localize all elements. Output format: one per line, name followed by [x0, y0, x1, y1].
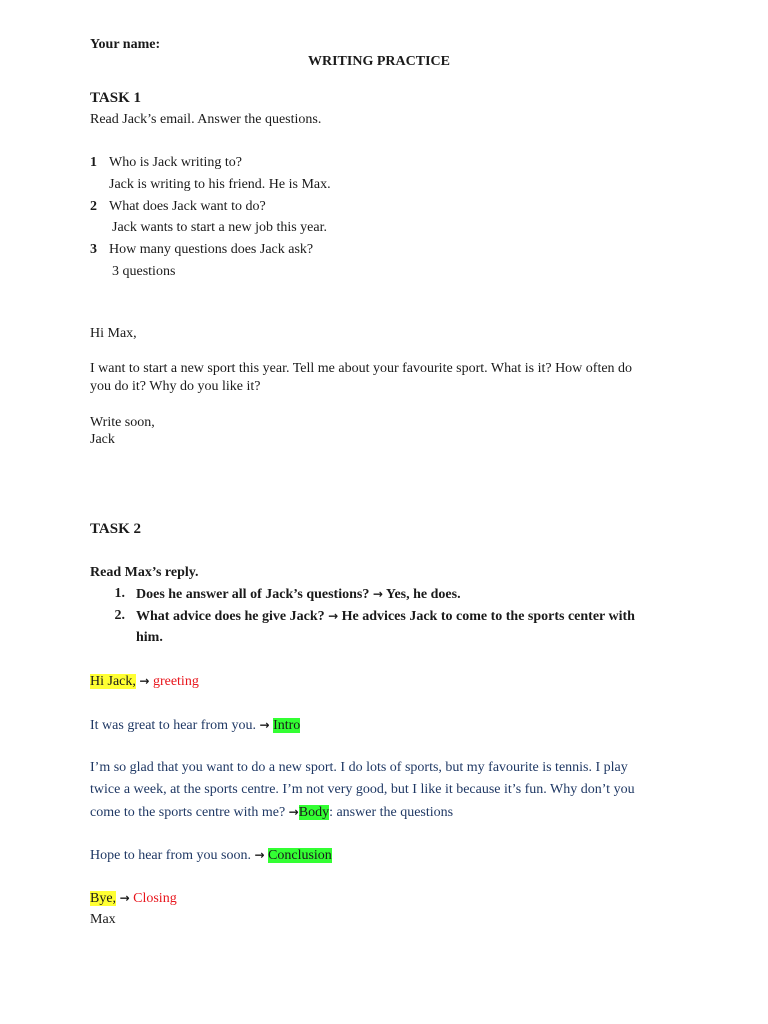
closing-label: Closing: [133, 891, 177, 906]
task1-instruction: Read Jack’s email. Answer the questions.: [90, 112, 322, 127]
reply-body-text: come to the sports centre with me?: [90, 805, 286, 820]
page-title: WRITING PRACTICE: [308, 54, 450, 69]
email-body-line-2: you do it? Why do you like it?: [90, 379, 261, 394]
arrow-icon: →: [328, 609, 339, 623]
question-text: Who is Jack writing to?: [109, 155, 242, 170]
question-number: 2.: [114, 608, 125, 623]
arrow-icon: →: [372, 587, 383, 601]
question-text: How many questions does Jack ask?: [109, 242, 314, 257]
arrow-icon: →: [254, 848, 265, 862]
reply-conclusion: Hope to hear from you soon.: [90, 848, 251, 863]
task1-answer-1: Jack is writing to his friend. He is Max.: [109, 177, 331, 192]
email-signature: Jack: [90, 432, 115, 447]
task1-question-1: [90, 154, 242, 172]
greeting-label: greeting: [152, 674, 199, 689]
question-answer: He advices Jack to come to the sports center with: [341, 609, 635, 624]
question-answer: Yes, he does.: [385, 587, 461, 602]
your-name-label: Your name:: [90, 37, 161, 52]
task1-question-2: [90, 198, 266, 216]
task1-answer-3: 3 questions: [112, 264, 176, 279]
question-text: What advice does he give Jack?: [136, 609, 325, 624]
task2-question-2: [90, 607, 635, 626]
conclusion-label: Conclusion: [268, 848, 332, 863]
intro-label: Intro: [273, 718, 301, 733]
arrow-icon: →: [288, 805, 299, 819]
email-body-line-1: I want to start a new sport this year. Tell me about your favourite sport. What is it? How often do: [90, 361, 633, 376]
arrow-icon: →: [139, 674, 150, 688]
reply-greeting-line: [90, 672, 199, 691]
reply-intro-line: [90, 716, 300, 735]
email-signoff: Write soon,: [90, 415, 155, 430]
reply-body-line-3: [90, 803, 453, 822]
reply-closing: Bye,: [90, 891, 117, 906]
arrow-icon: →: [119, 891, 130, 905]
task2-question-1: [90, 585, 461, 604]
task2-instruction: Read Max’s reply.: [90, 565, 199, 580]
question-number: 1.: [114, 586, 125, 601]
arrow-icon: →: [259, 718, 270, 732]
reply-signature: Max: [90, 912, 116, 927]
task1-question-3: [90, 241, 313, 259]
task1-heading: TASK 1: [90, 90, 141, 106]
reply-conclusion-line: [90, 846, 332, 865]
email-greeting: Hi Max,: [90, 326, 137, 341]
question-number: 2: [90, 199, 97, 214]
reply-greeting: Hi Jack,: [90, 674, 136, 689]
question-number: 3: [90, 242, 97, 257]
question-number: 1: [90, 155, 97, 170]
body-label-note: : answer the questions: [329, 805, 454, 820]
task2-answer-2-continued: him.: [136, 630, 163, 645]
reply-body-line-2: twice a week, at the sports centre. I’m not very good, but I like it because it’s fun. Why don’t you: [90, 782, 635, 797]
reply-closing-line: [90, 889, 177, 908]
reply-body-line-1: I’m so glad that you want to do a new sport. I do lots of sports, but my favourite is tennis. I play: [90, 760, 628, 775]
question-text: What does Jack want to do?: [109, 199, 266, 214]
reply-intro: It was great to hear from you.: [90, 718, 256, 733]
task1-answer-2: Jack wants to start a new job this year.: [112, 220, 328, 235]
body-label: Body: [298, 805, 330, 820]
task2-heading: TASK 2: [90, 521, 141, 537]
question-text: Does he answer all of Jack’s questions?: [136, 587, 370, 602]
